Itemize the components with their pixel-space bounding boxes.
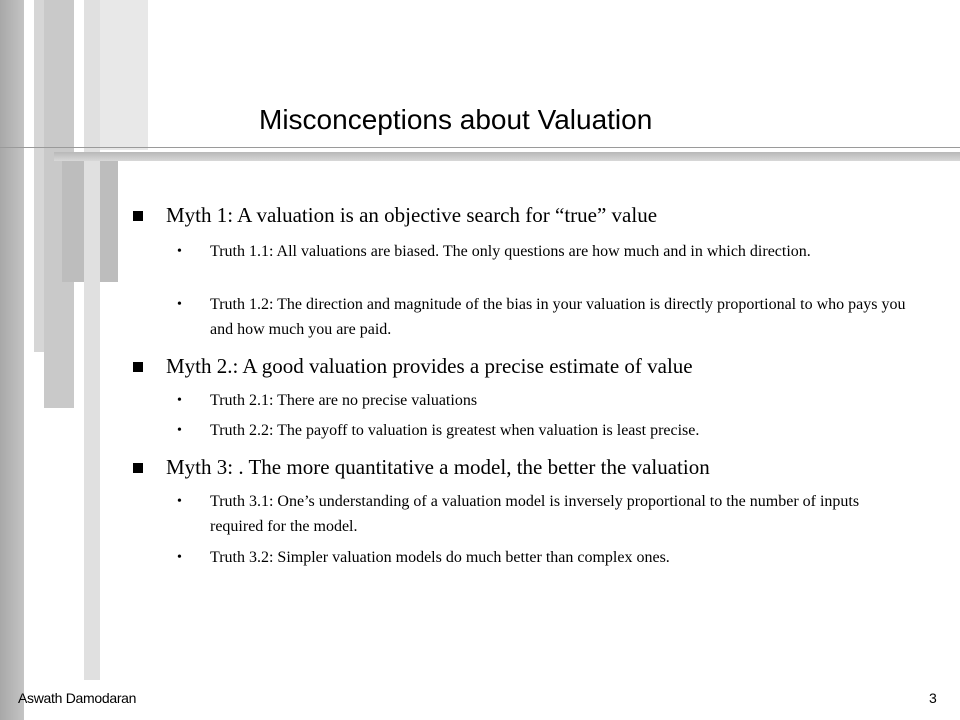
myth-3 [166, 454, 710, 480]
round-bullet-icon: • [177, 494, 182, 509]
truth-3-2 [177, 545, 910, 570]
myth-3-text: Myth 3: . The more quantitative a model, the better the valuation [166, 455, 710, 479]
decorative-bar-1 [0, 0, 24, 720]
myth-2-text: Myth 2.: A good valuation provides a precise estimate of value [166, 354, 693, 378]
truth-2-2-text: Truth 2.2: The payoff to valuation is greatest when valuation is least precise. [210, 422, 700, 439]
truth-2-1-text: Truth 2.1: There are no precise valuations [210, 392, 478, 409]
myth-1-text: Myth 1: A valuation is an objective search for “true” value [166, 203, 658, 227]
slide-title: Misconceptions about Valuation [259, 104, 653, 135]
truth-1-1 [177, 239, 910, 264]
footer-author: Aswath Damodaran [18, 690, 137, 706]
decorative-bar-6 [100, 0, 148, 150]
truth-3-2-text: Truth 3.2: Simpler valuation models do much better than complex ones. [210, 549, 670, 566]
truth-1-2 [177, 292, 910, 342]
round-bullet-icon: • [177, 393, 182, 408]
page-number: 3 [929, 690, 937, 706]
title-rule-thin [0, 147, 960, 148]
square-bullet-icon [133, 463, 143, 473]
truth-1-1-text: Truth 1.1: All valuations are biased. The only questions are how much and in which direction. [210, 243, 811, 260]
myth-1 [166, 202, 657, 228]
square-bullet-icon [133, 362, 143, 372]
truth-3-1 [177, 489, 910, 539]
title-rule-thick [54, 152, 960, 161]
truth-2-1 [177, 388, 910, 413]
round-bullet-icon: • [177, 244, 182, 259]
truth-3-1-text: Truth 3.1: One’s understanding of a valuation model is inversely proportional to the number of inputs required for the model. [210, 493, 860, 535]
truth-1-2-text: Truth 1.2: The direction and magnitude of the bias in your valuation is directly proportional to who pays you and how much you are paid. [210, 296, 906, 338]
truth-2-2 [177, 418, 910, 443]
square-bullet-icon [133, 211, 143, 221]
round-bullet-icon: • [177, 297, 182, 312]
round-bullet-icon: • [177, 423, 182, 438]
round-bullet-icon: • [177, 550, 182, 565]
myth-2 [166, 353, 693, 379]
decorative-bar-5 [84, 0, 100, 680]
